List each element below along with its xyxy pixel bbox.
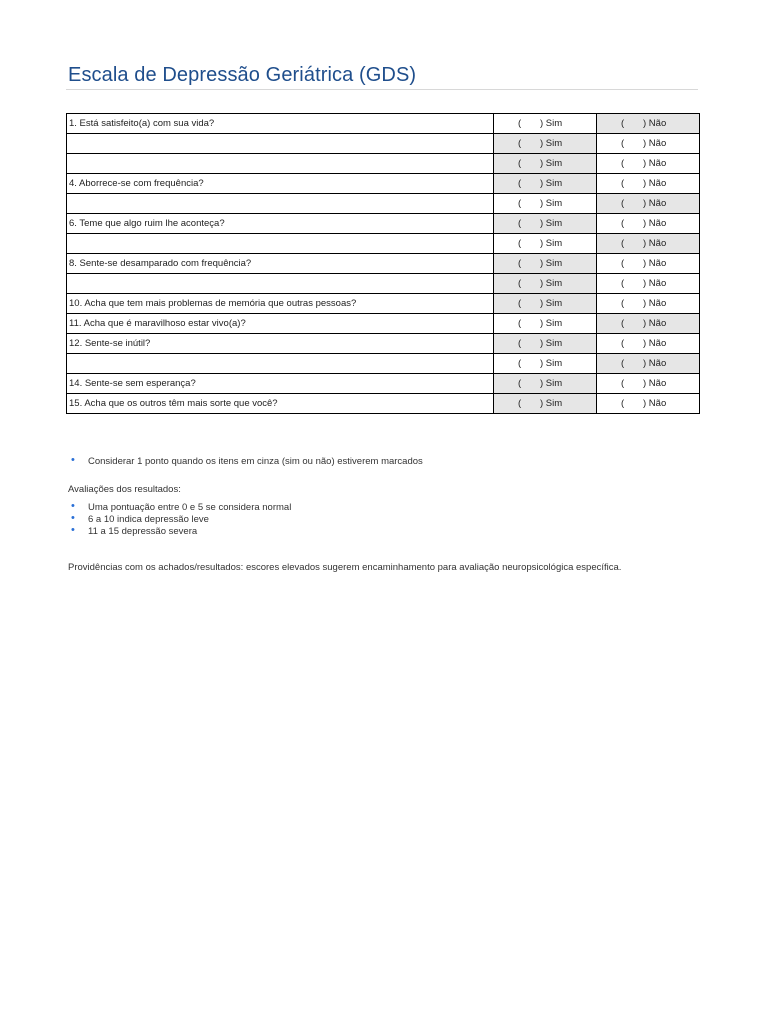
option-label bbox=[518, 158, 574, 169]
option-label bbox=[621, 318, 677, 329]
checkbox-paren: ( bbox=[518, 278, 522, 289]
option-label bbox=[621, 218, 677, 229]
option-label bbox=[621, 358, 677, 369]
option-nao[interactable] bbox=[597, 394, 700, 414]
option-label bbox=[621, 378, 677, 389]
option-label bbox=[518, 398, 574, 409]
checkbox-paren: ( bbox=[518, 338, 522, 349]
checkbox-paren: ( bbox=[518, 398, 522, 409]
option-text: ) Não bbox=[643, 218, 667, 229]
option-label bbox=[518, 298, 574, 309]
evaluation-title: Avaliações dos resultados: bbox=[68, 484, 181, 495]
option-nao[interactable] bbox=[597, 214, 700, 234]
question-row bbox=[67, 314, 700, 334]
option-nao[interactable] bbox=[597, 294, 700, 314]
question-text: 6. Teme que algo ruim lhe aconteça? bbox=[67, 214, 494, 234]
option-text: ) Sim bbox=[540, 378, 563, 389]
question-row bbox=[67, 134, 700, 154]
option-sim[interactable] bbox=[494, 194, 597, 214]
question-row bbox=[67, 234, 700, 254]
option-text: ) Sim bbox=[540, 238, 563, 249]
checkbox-paren: ( bbox=[518, 378, 522, 389]
option-nao[interactable] bbox=[597, 354, 700, 374]
question-text: 15. Acha que os outros têm mais sorte que você? bbox=[67, 394, 494, 414]
question-row bbox=[67, 154, 700, 174]
evaluation-item bbox=[68, 526, 708, 538]
option-text: ) Sim bbox=[540, 218, 563, 229]
option-label bbox=[621, 198, 677, 209]
option-text: ) Sim bbox=[540, 198, 563, 209]
checkbox-paren: ( bbox=[518, 258, 522, 269]
question-text bbox=[67, 134, 494, 154]
option-sim[interactable] bbox=[494, 294, 597, 314]
option-sim[interactable] bbox=[494, 334, 597, 354]
checkbox-paren: ( bbox=[518, 138, 522, 149]
evaluation-item-text: Uma pontuação entre 0 e 5 se considera normal bbox=[88, 502, 292, 513]
option-sim[interactable] bbox=[494, 134, 597, 154]
checkbox-paren: ( bbox=[518, 198, 522, 209]
option-sim[interactable] bbox=[494, 214, 597, 234]
evaluation-item-text: 11 a 15 depressão severa bbox=[88, 526, 198, 537]
option-label bbox=[621, 138, 677, 149]
option-text: ) Não bbox=[643, 258, 667, 269]
checkbox-paren: ( bbox=[518, 178, 522, 189]
checkbox-paren: ( bbox=[518, 158, 522, 169]
option-label bbox=[518, 318, 574, 329]
checkbox-paren: ( bbox=[621, 118, 625, 129]
option-label bbox=[621, 118, 677, 129]
checkbox-paren: ( bbox=[621, 318, 625, 329]
question-text: 1. Está satisfeito(a) com sua vida? bbox=[67, 114, 494, 134]
option-nao[interactable] bbox=[597, 314, 700, 334]
bullet-icon: • bbox=[71, 524, 75, 536]
option-nao[interactable] bbox=[597, 274, 700, 294]
option-nao[interactable] bbox=[597, 154, 700, 174]
checkbox-paren: ( bbox=[621, 358, 625, 369]
question-row bbox=[67, 254, 700, 274]
bullet-icon: • bbox=[71, 500, 75, 512]
checkbox-paren: ( bbox=[518, 118, 522, 129]
question-row bbox=[67, 214, 700, 234]
option-sim[interactable] bbox=[494, 354, 597, 374]
question-text: 11. Acha que é maravilhoso estar vivo(a)? bbox=[67, 314, 494, 334]
option-text: ) Sim bbox=[540, 258, 563, 269]
checkbox-paren: ( bbox=[621, 218, 625, 229]
evaluation-list bbox=[68, 502, 708, 538]
option-nao[interactable] bbox=[597, 234, 700, 254]
option-nao[interactable] bbox=[597, 134, 700, 154]
option-text: ) Não bbox=[643, 118, 667, 129]
option-nao[interactable] bbox=[597, 194, 700, 214]
option-nao[interactable] bbox=[597, 254, 700, 274]
checkbox-paren: ( bbox=[518, 318, 522, 329]
question-text: 10. Acha que tem mais problemas de memória que outras pessoas? bbox=[67, 294, 494, 314]
question-row bbox=[67, 294, 700, 314]
question-text: 14. Sente-se sem esperança? bbox=[67, 374, 494, 394]
option-label bbox=[518, 378, 574, 389]
option-label bbox=[621, 398, 677, 409]
checkbox-paren: ( bbox=[621, 198, 625, 209]
checkbox-paren: ( bbox=[518, 358, 522, 369]
question-text: 12. Sente-se inútil? bbox=[67, 334, 494, 354]
option-label bbox=[518, 358, 574, 369]
question-row bbox=[67, 374, 700, 394]
evaluation-item bbox=[68, 502, 708, 514]
option-text: ) Sim bbox=[540, 358, 563, 369]
option-text: ) Não bbox=[643, 358, 667, 369]
option-text: ) Sim bbox=[540, 318, 563, 329]
question-text bbox=[67, 194, 494, 214]
option-label bbox=[518, 218, 574, 229]
option-label bbox=[518, 258, 574, 269]
option-label bbox=[621, 178, 677, 189]
option-text: ) Sim bbox=[540, 278, 563, 289]
question-row bbox=[67, 354, 700, 374]
page-title: Escala de Depressão Geriátrica (GDS) bbox=[68, 64, 417, 86]
checkbox-paren: ( bbox=[621, 398, 625, 409]
question-text bbox=[67, 234, 494, 254]
option-label bbox=[621, 238, 677, 249]
question-text bbox=[67, 274, 494, 294]
notes-section bbox=[68, 456, 708, 574]
checkbox-paren: ( bbox=[518, 238, 522, 249]
option-sim[interactable] bbox=[494, 154, 597, 174]
question-row bbox=[67, 394, 700, 414]
option-text: ) Sim bbox=[540, 298, 563, 309]
option-text: ) Não bbox=[643, 378, 667, 389]
option-text: ) Sim bbox=[540, 118, 563, 129]
option-nao[interactable] bbox=[597, 334, 700, 354]
question-text bbox=[67, 154, 494, 174]
option-label bbox=[621, 278, 677, 289]
option-text: ) Não bbox=[643, 238, 667, 249]
option-sim[interactable] bbox=[494, 254, 597, 274]
option-label bbox=[621, 258, 677, 269]
option-sim[interactable] bbox=[494, 394, 597, 414]
question-text: 4. Aborrece-se com frequência? bbox=[67, 174, 494, 194]
option-label bbox=[518, 278, 574, 289]
option-label bbox=[518, 118, 574, 129]
checkbox-paren: ( bbox=[621, 238, 625, 249]
option-label bbox=[621, 298, 677, 309]
evaluation-item bbox=[68, 514, 708, 526]
option-label bbox=[518, 138, 574, 149]
option-nao[interactable] bbox=[597, 374, 700, 394]
checkbox-paren: ( bbox=[621, 298, 625, 309]
option-text: ) Sim bbox=[540, 138, 563, 149]
option-label bbox=[621, 158, 677, 169]
option-text: ) Não bbox=[643, 298, 667, 309]
option-text: ) Não bbox=[643, 198, 667, 209]
option-label bbox=[518, 338, 574, 349]
question-row bbox=[67, 334, 700, 354]
option-text: ) Não bbox=[643, 338, 667, 349]
option-text: ) Não bbox=[643, 138, 667, 149]
option-label bbox=[621, 338, 677, 349]
question-row bbox=[67, 194, 700, 214]
option-text: ) Não bbox=[643, 178, 667, 189]
option-sim[interactable] bbox=[494, 374, 597, 394]
option-text: ) Não bbox=[643, 158, 667, 169]
scoring-note bbox=[68, 456, 708, 468]
checkbox-paren: ( bbox=[621, 378, 625, 389]
checkbox-paren: ( bbox=[621, 138, 625, 149]
option-text: ) Não bbox=[643, 318, 667, 329]
option-nao[interactable] bbox=[597, 114, 700, 134]
checkbox-paren: ( bbox=[621, 338, 625, 349]
option-label bbox=[518, 178, 574, 189]
option-text: ) Sim bbox=[540, 398, 563, 409]
option-label bbox=[518, 198, 574, 209]
question-text: 8. Sente-se desamparado com frequência? bbox=[67, 254, 494, 274]
option-text: ) Não bbox=[643, 278, 667, 289]
gds-question-table bbox=[66, 113, 700, 414]
checkbox-paren: ( bbox=[518, 298, 522, 309]
option-label bbox=[518, 238, 574, 249]
option-text: ) Sim bbox=[540, 178, 563, 189]
scoring-note-text: Considerar 1 ponto quando os itens em cinza (sim ou não) estiverem marcados bbox=[88, 456, 423, 467]
checkbox-paren: ( bbox=[621, 258, 625, 269]
checkbox-paren: ( bbox=[518, 218, 522, 229]
checkbox-paren: ( bbox=[621, 178, 625, 189]
bullet-icon: • bbox=[71, 454, 75, 466]
option-text: ) Sim bbox=[540, 338, 563, 349]
option-sim[interactable] bbox=[494, 234, 597, 254]
option-sim[interactable] bbox=[494, 274, 597, 294]
question-row bbox=[67, 174, 700, 194]
option-text: ) Não bbox=[643, 398, 667, 409]
evaluation-item-text: 6 a 10 indica depressão leve bbox=[88, 514, 209, 525]
question-row bbox=[67, 114, 700, 134]
providencias-text: Providências com os achados/resultados: escores elevados sugerem encaminhamento para avaliação neuropsicológica específica. bbox=[68, 562, 622, 573]
question-row bbox=[67, 274, 700, 294]
option-text: ) Sim bbox=[540, 158, 563, 169]
option-sim[interactable] bbox=[494, 114, 597, 134]
checkbox-paren: ( bbox=[621, 158, 625, 169]
option-nao[interactable] bbox=[597, 174, 700, 194]
option-sim[interactable] bbox=[494, 174, 597, 194]
bullet-icon: • bbox=[71, 512, 75, 524]
question-text bbox=[67, 354, 494, 374]
option-sim[interactable] bbox=[494, 314, 597, 334]
checkbox-paren: ( bbox=[621, 278, 625, 289]
title-divider bbox=[66, 89, 698, 90]
